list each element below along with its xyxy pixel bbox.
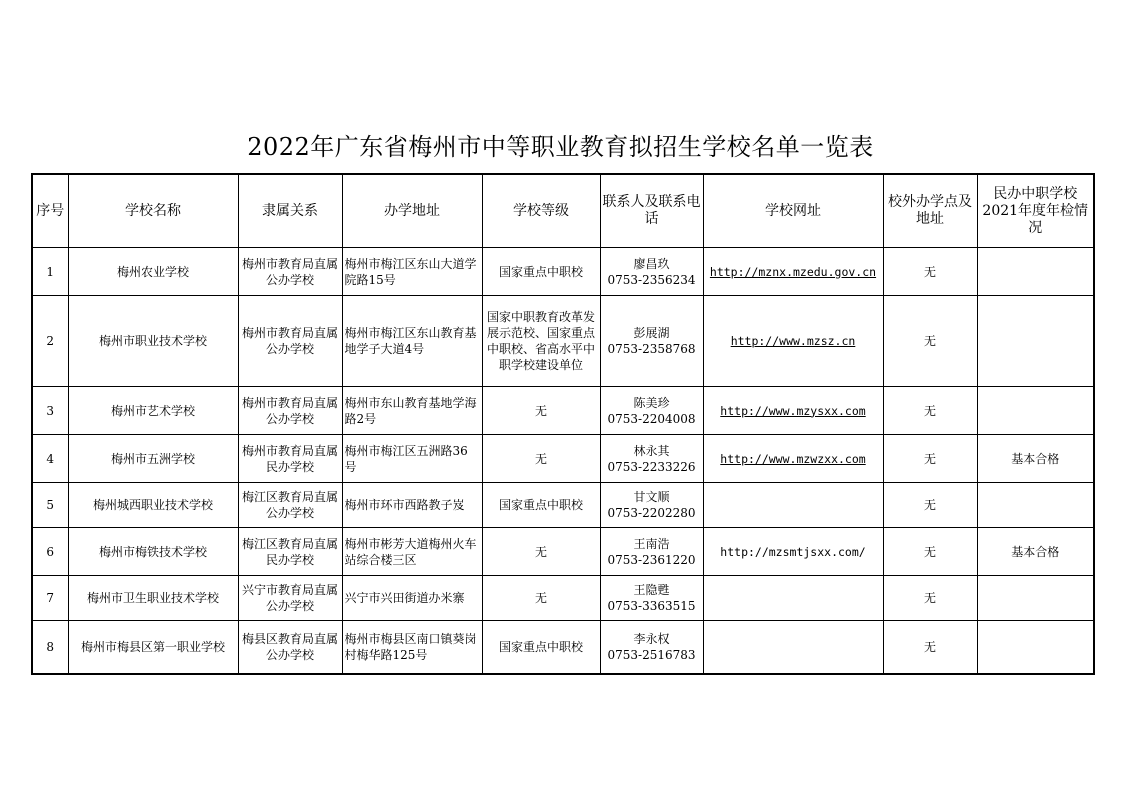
cell-inspection xyxy=(977,621,1094,675)
website-link[interactable]: http://www.mzysxx.com xyxy=(720,403,866,418)
cell-contact xyxy=(600,621,703,675)
cell-address: 梅州市彬芳大道梅州火车站综合楼三区 xyxy=(342,528,482,576)
cell-seq: 2 xyxy=(32,296,68,387)
cell-address: 梅州市梅江区五洲路36号 xyxy=(342,435,482,483)
contact-phone: 0753-2356234 xyxy=(607,272,696,287)
cell-offsite: 无 xyxy=(883,248,977,296)
table-header-row xyxy=(32,174,1094,248)
cell-seq: 4 xyxy=(32,435,68,483)
header-seq: 序号 xyxy=(32,174,68,248)
table-row xyxy=(32,621,1094,675)
header-website: 学校网址 xyxy=(703,174,883,248)
website-link[interactable]: http://www.mzsz.cn xyxy=(730,334,856,348)
cell-contact xyxy=(600,576,703,621)
header-level: 学校等级 xyxy=(482,174,600,248)
cell-offsite: 无 xyxy=(883,483,977,528)
cell-website xyxy=(703,296,883,387)
website-text: http://mzsmtjsxx.com/ xyxy=(720,544,866,559)
cell-school-name: 梅州农业学校 xyxy=(68,248,238,296)
cell-level: 无 xyxy=(482,387,600,435)
cell-school-name: 梅州市梅铁技术学校 xyxy=(68,528,238,576)
table-row xyxy=(32,248,1094,296)
contact-name: 彭展湖 xyxy=(633,326,670,340)
website-link[interactable]: http://www.mzwzxx.com xyxy=(720,451,866,466)
contact-name: 李永权 xyxy=(633,632,670,646)
cell-contact xyxy=(600,528,703,576)
cell-contact xyxy=(600,435,703,483)
cell-website xyxy=(703,387,883,435)
cell-website xyxy=(703,483,883,528)
contact-phone: 0753-2202280 xyxy=(607,506,696,520)
school-list-table xyxy=(31,173,1095,675)
contact-name: 林永其 xyxy=(633,443,670,458)
contact-name: 陈美珍 xyxy=(633,395,670,410)
contact-phone: 0753-2516783 xyxy=(607,648,696,662)
cell-level: 无 xyxy=(482,576,600,621)
cell-level: 国家重点中职校 xyxy=(482,248,600,296)
cell-address: 梅州市东山教育基地学海路2号 xyxy=(342,387,482,435)
contact-phone: 0753-3363515 xyxy=(607,599,696,613)
header-school-name: 学校名称 xyxy=(68,174,238,248)
cell-school-name: 梅州城西职业技术学校 xyxy=(68,483,238,528)
cell-seq: 7 xyxy=(32,576,68,621)
contact-name: 甘文顺 xyxy=(633,490,670,504)
cell-website xyxy=(703,576,883,621)
table-row xyxy=(32,528,1094,576)
contact-phone: 0753-2204008 xyxy=(607,411,696,426)
cell-address: 梅州市梅江区东山教育基地学子大道4号 xyxy=(342,296,482,387)
cell-inspection xyxy=(977,296,1094,387)
cell-inspection xyxy=(977,483,1094,528)
cell-level: 国家重点中职校 xyxy=(482,483,600,528)
contact-name: 廖昌玖 xyxy=(633,256,670,271)
cell-inspection xyxy=(977,576,1094,621)
table-row xyxy=(32,576,1094,621)
cell-offsite: 无 xyxy=(883,576,977,621)
contact-phone: 0753-2233226 xyxy=(607,459,696,474)
table-row xyxy=(32,387,1094,435)
cell-affiliation: 梅州市教育局直属民办学校 xyxy=(238,435,342,483)
table-row xyxy=(32,296,1094,387)
cell-seq: 1 xyxy=(32,248,68,296)
cell-seq: 3 xyxy=(32,387,68,435)
cell-inspection xyxy=(977,387,1094,435)
cell-school-name: 梅州市艺术学校 xyxy=(68,387,238,435)
table-row xyxy=(32,483,1094,528)
contact-name: 王南浩 xyxy=(633,536,670,551)
header-offsite: 校外办学点及地址 xyxy=(883,174,977,248)
cell-school-name: 梅州市职业技术学校 xyxy=(68,296,238,387)
cell-level: 国家重点中职校 xyxy=(482,621,600,675)
cell-offsite: 无 xyxy=(883,528,977,576)
header-contact: 联系人及联系电话 xyxy=(600,174,703,248)
cell-offsite: 无 xyxy=(883,296,977,387)
cell-affiliation: 梅州市教育局直属公办学校 xyxy=(238,296,342,387)
cell-affiliation: 兴宁市教育局直属公办学校 xyxy=(238,576,342,621)
cell-school-name: 梅州市卫生职业技术学校 xyxy=(68,576,238,621)
cell-school-name: 梅州市梅县区第一职业学校 xyxy=(68,621,238,675)
header-address: 办学地址 xyxy=(342,174,482,248)
cell-level: 无 xyxy=(482,435,600,483)
cell-website xyxy=(703,528,883,576)
cell-affiliation: 梅江区教育局直属民办学校 xyxy=(238,528,342,576)
cell-contact xyxy=(600,483,703,528)
cell-address: 梅州市梅江区东山大道学院路15号 xyxy=(342,248,482,296)
header-inspection: 民办中职学校2021年度年检情况 xyxy=(977,174,1094,248)
cell-affiliation: 梅江区教育局直属公办学校 xyxy=(238,483,342,528)
cell-offsite: 无 xyxy=(883,387,977,435)
document-title: 2022年广东省梅州市中等职业教育拟招生学校名单一览表 xyxy=(247,133,874,161)
cell-affiliation: 梅县区教育局直属公办学校 xyxy=(238,621,342,675)
cell-contact xyxy=(600,387,703,435)
contact-phone: 0753-2361220 xyxy=(607,552,696,567)
cell-address: 梅州市环市西路教子岌 xyxy=(342,483,482,528)
cell-school-name: 梅州市五洲学校 xyxy=(68,435,238,483)
cell-contact xyxy=(600,296,703,387)
cell-website xyxy=(703,248,883,296)
cell-seq: 5 xyxy=(32,483,68,528)
cell-website xyxy=(703,435,883,483)
cell-address: 兴宁市兴田街道办米寨 xyxy=(342,576,482,621)
website-link[interactable]: http://mznx.mzedu.gov.cn xyxy=(709,264,877,279)
cell-seq: 8 xyxy=(32,621,68,675)
cell-offsite: 无 xyxy=(883,621,977,675)
contact-name: 王隐甦 xyxy=(633,583,670,597)
cell-affiliation: 梅州市教育局直属公办学校 xyxy=(238,387,342,435)
contact-phone: 0753-2358768 xyxy=(607,342,696,356)
cell-offsite: 无 xyxy=(883,435,977,483)
cell-address: 梅州市梅县区南口镇葵岗村梅华路125号 xyxy=(342,621,482,675)
cell-affiliation: 梅州市教育局直属公办学校 xyxy=(238,248,342,296)
cell-website xyxy=(703,621,883,675)
cell-contact xyxy=(600,248,703,296)
header-affiliation: 隶属关系 xyxy=(238,174,342,248)
cell-inspection: 基本合格 xyxy=(977,528,1094,576)
cell-inspection xyxy=(977,248,1094,296)
cell-level: 无 xyxy=(482,528,600,576)
cell-level: 国家中职教育改革发展示范校、国家重点中职校、省高水平中职学校建设单位 xyxy=(482,296,600,387)
cell-inspection: 基本合格 xyxy=(977,435,1094,483)
cell-seq: 6 xyxy=(32,528,68,576)
table-row xyxy=(32,435,1094,483)
